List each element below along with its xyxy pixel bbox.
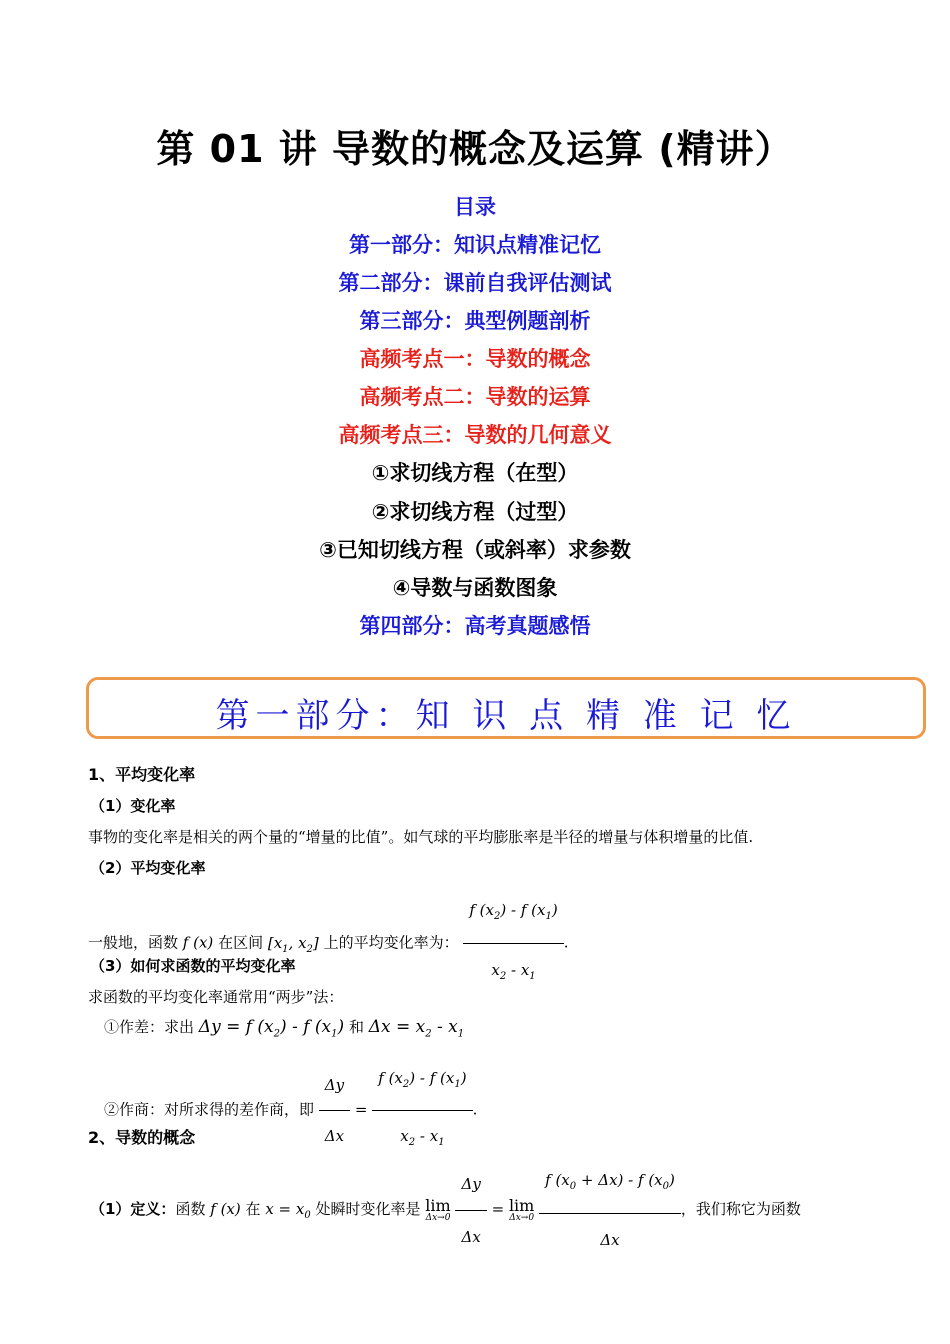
toc-hot2[interactable]: 高频考点二：导数的运算 (359, 385, 591, 409)
heading-average-rate: 1、平均变化率 (88, 765, 196, 784)
toc-hot1[interactable]: 高频考点一：导数的概念 (359, 347, 591, 371)
formula-lim: lim Δx→0 (508, 1195, 535, 1223)
text-part: 函数 (175, 1200, 206, 1218)
toc-sub1[interactable]: ①求切线方程（在型） (371, 461, 579, 485)
toc-part2[interactable]: 第二部分：课前自我评估测试 (338, 271, 612, 295)
text-part: 处瞬时变化率是 (315, 1200, 421, 1218)
subheading-rate-of-change: （1）变化率 (90, 797, 176, 815)
text-derivative-definition: （1）定义：函数 f (x) 在 $x = x_0$ 处瞬时变化率是 lim Δx→0 $\frac{\Delta y}{\Delta x}$ = lim Δx→0 $\frac{f (x_0 + \Delta x) - f (x_0)}{\Delta x}$ ，我们称它为函数 (90, 1156, 801, 1264)
text-average-rate-definition: 一般地，函数 f (x) 在区间 [$x_1$, $x_2$] 上的平均变化率为： $\frac{f (x_2) - f (x_1)}{x_2 - x_1}$ . (88, 886, 568, 1001)
text-part: 一般地，函数 (88, 933, 179, 952)
toc-part1[interactable]: 第一部分：知识点精准记忆 (349, 233, 601, 257)
section-banner (86, 677, 926, 739)
formula-dy-dx: $\frac{\Delta y}{\Delta x}$ (455, 1160, 486, 1261)
formula-dy-dx: $\frac{\Delta y}{\Delta x}$ (319, 1062, 350, 1159)
subheading-average-rate: （2）平均变化率 (90, 859, 206, 877)
text-two-step: 求函数的平均变化率通常用“两步”法： (88, 988, 344, 1006)
definition-label: （1）定义： (90, 1200, 176, 1218)
text-part: ①作差：求出 (104, 1018, 195, 1036)
formula-derivative-limit: $\frac{f (x_0 + \Delta x) - f (x_0)}{\Delta x}$ (539, 1156, 681, 1264)
toc-heading: 目录 (454, 195, 496, 219)
formula-x-eq-x0: $x = x_0$ (265, 1200, 311, 1221)
section-banner-title: 第一部分：知 识 点 精 准 记 忆 (215, 696, 797, 736)
formula-lim: lim Δx→0 (425, 1195, 451, 1223)
formula-quotient: $\frac{f (x_2) - f (x_1)}{x_2 - x_1}$ (372, 1055, 472, 1166)
text-part: ②作商：对所求得的差作商，即 (104, 1100, 315, 1119)
step-difference (104, 1016, 464, 1039)
step-quotient: ②作商：对所求得的差作商，即 $\frac{\Delta y}{\Delta x}$ = $\frac{f (x_2) - f (x_1)}{x_2 - x_1}$ . (104, 1055, 477, 1166)
formula-delta-y: Δy = f $(x_2)$ - f $(x_1)$ (198, 1017, 345, 1040)
toc-sub4[interactable]: ④导数与函数图象 (392, 576, 558, 600)
page-title: 第 01 讲 导数的概念及运算 (精讲） (156, 127, 794, 171)
formula-average-rate: $\frac{f (x_2) - f (x_1)}{x_2 - x_1}$ (463, 886, 563, 1001)
text-part: ，我们称它为函数 (680, 1200, 801, 1218)
formula-fx: f (x) (210, 1200, 241, 1218)
text-rate-of-change: 事物的变化率是相关的两个量的“增量的比值”。如气球的平均膨胀率是半径的增量与体积增量的比值. (88, 828, 754, 846)
toc-part4[interactable]: 第四部分：高考真题感悟 (359, 614, 591, 638)
formula-fx: f (x) (182, 933, 214, 952)
formula-interval: [$x_1$, $x_2$] (267, 933, 319, 955)
subheading-how-to-compute: （3）如何求函数的平均变化率 (90, 957, 296, 975)
text-part: 在 (245, 1200, 261, 1218)
text-part: 和 (348, 1018, 364, 1036)
heading-derivative-concept: 2、导数的概念 (88, 1128, 196, 1147)
toc-hot3[interactable]: 高频考点三：导数的几何意义 (338, 423, 612, 447)
toc-sub3[interactable]: ③已知切线方程（或斜率）求参数 (319, 538, 631, 562)
text-part: 上的平均变化率为： (323, 933, 459, 952)
text-part: 在区间 (218, 933, 264, 952)
toc-sub2[interactable]: ②求切线方程（过型） (371, 500, 579, 524)
formula-delta-x: $\Delta x = x_2 - x_1$ (368, 1017, 465, 1040)
toc-part3[interactable]: 第三部分：典型例题剖析 (359, 309, 591, 333)
